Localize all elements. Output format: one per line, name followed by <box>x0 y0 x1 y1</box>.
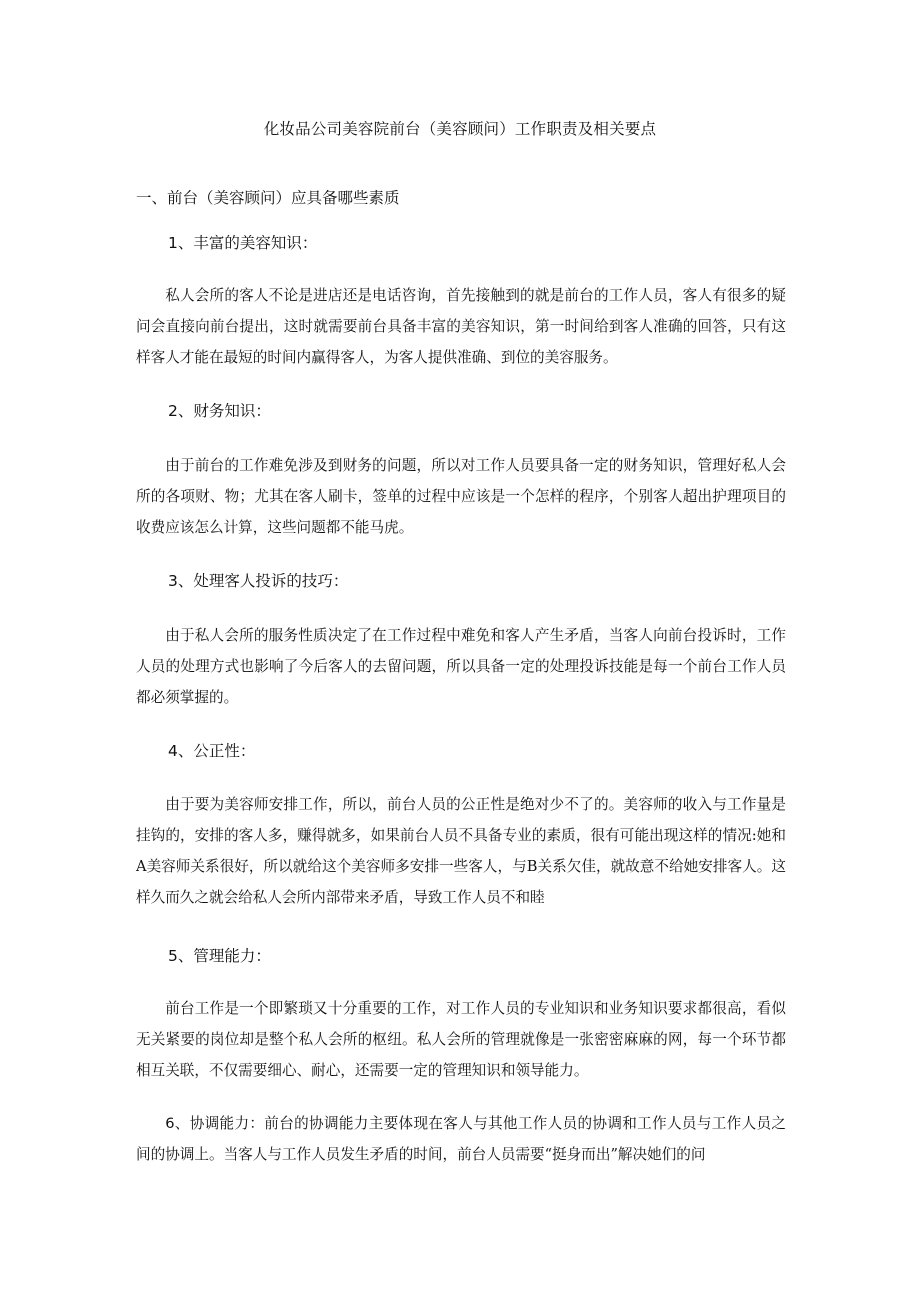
section-heading: 一、前台（美容顾问）应具备哪些素质 <box>136 189 400 207</box>
item-6-text: 前台的协调能力主要体现在客人与其他工作人员的协调和工作人员与工作人员之间的协调上。当客人与工作人员发生矛盾的时间，前台人员需要“挺身而出”解决她们的问 <box>136 1115 786 1163</box>
document-title: 化妆品公司美容院前台（美容顾问）工作职责及相关要点 <box>263 120 657 138</box>
item-1-heading: 1、丰富的美容知识： <box>168 234 318 252</box>
item-6-heading: 6、协调能力： <box>165 1115 265 1132</box>
item-3-text: 由于私人会所的服务性质决定了在工作过程中难免和客人产生矛盾，当客人向前台投诉时，工作人员的处理方式也影响了今后客人的去留问题，所以具备一定的处理投诉技能是每一个前台工作人员都必须掌握的。 <box>136 627 786 706</box>
item-2-heading: 2、财务知识： <box>168 402 271 420</box>
item-4-text: 由于要为美容师安排工作，所以，前台人员的公正性是绝对少不了的。美容师的收入与工作量是挂钩的，安排的客人多，赚得就多，如果前台人员不具备专业的素质，很有可能出现这样的情况:她和A美容师关系很好，所以就给这个美容师多安排一些客人，与B关系欠佳，就故意不给她安排客人。这样久而久之就会给私人会所内部带来矛盾，导致工作人员不和睦 <box>136 796 786 906</box>
item-5-text: 前台工作是一个即繁琐又十分重要的工作，对工作人员的专业知识和业务知识要求都很高，看似无关紧要的岗位却是整个私人会所的枢纽。私人会所的管理就像是一张密密麻麻的网，每一个环节都相互关联，不仅需要细心、耐心，还需要一定的管理知识和领导能力。 <box>136 1000 786 1079</box>
item-5-heading: 5、管理能力： <box>168 947 271 965</box>
item-4-heading: 4、公正性： <box>168 742 256 760</box>
item-3-heading: 3、处理客人投诉的技巧： <box>168 572 349 590</box>
item-6-paragraph <box>136 1108 786 1170</box>
item-1-text: 私人会所的客人不论是进店还是电话咨询，首先接触到的就是前台的工作人员，客人有很多的疑问会直接向前台提出，这时就需要前台具备丰富的美容知识，第一时间给到客人准确的回答，只有这样客人才能在最短的时间内赢得客人，为客人提供准确、到位的美容服务。 <box>136 287 786 366</box>
item-2-text: 由于前台的工作难免涉及到财务的问题，所以对工作人员要具备一定的财务知识，管理好私人会所的各项财、物；尤其在客人刷卡，签单的过程中应该是一个怎样的程序，个别客人超出护理项目的收费应该怎么计算，这些问题都不能马虎。 <box>136 457 786 536</box>
